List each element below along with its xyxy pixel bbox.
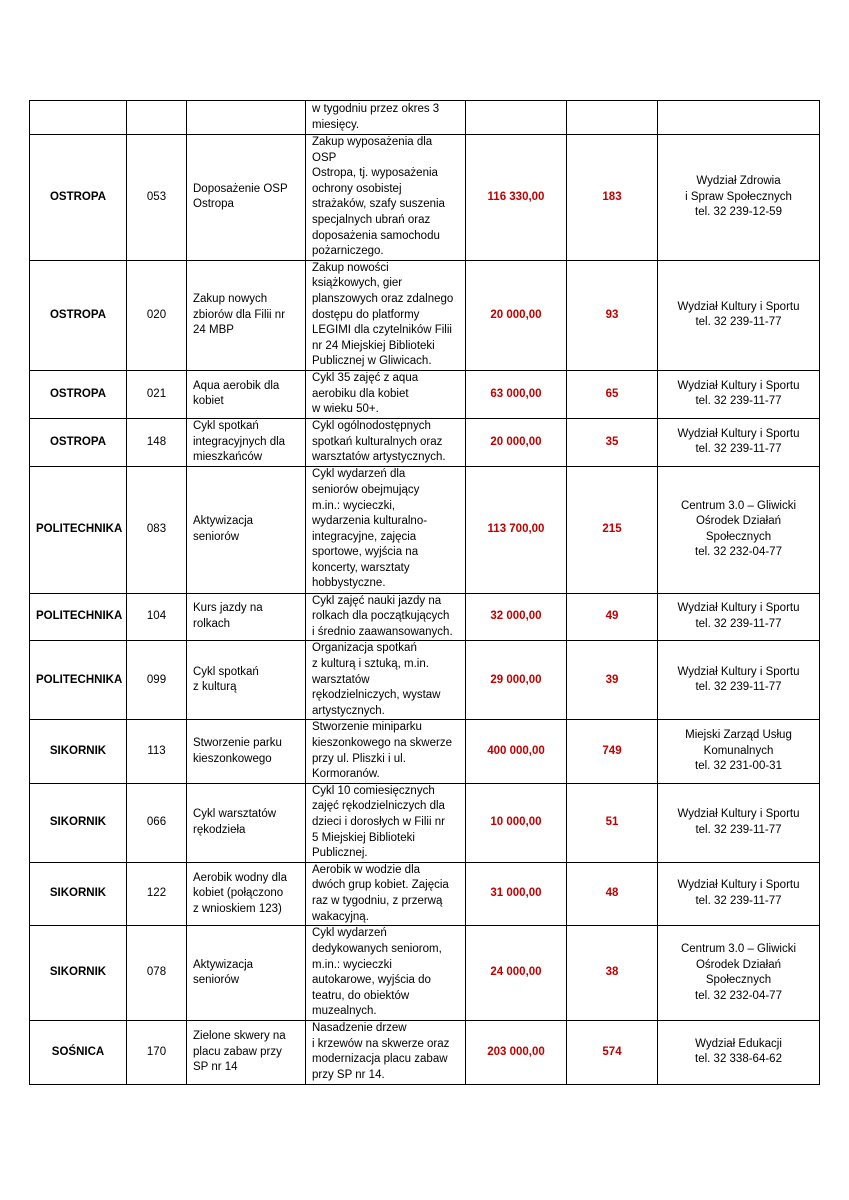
votes-cell: 39 — [567, 641, 658, 720]
district-cell: SOŚNICA — [30, 1021, 127, 1084]
project-description-cell: Cykl zajęć nauki jazdy na rolkach dla początkujących i średnio zaawansowanych. — [306, 593, 466, 641]
project-name-cell: Doposażenie OSP Ostropa — [187, 135, 306, 261]
project-description-cell: Zakup nowości książkowych, gier planszowych oraz zdalnego dostępu do platformy LEGIMI dla czytelników Filii nr 24 Miejskiej Biblioteki Publicznej w Gliwicach. — [306, 260, 466, 370]
project-name-cell: Aktywizacja seniorów — [187, 466, 306, 593]
amount-cell: 203 000,00 — [466, 1021, 567, 1084]
department-cell: Wydział Kultury i Sportu tel. 32 239-11-77 — [658, 783, 820, 862]
project-name-cell: Zielone skwery na placu zabaw przy SP nr 14 — [187, 1021, 306, 1084]
district-cell: OSTROPA — [30, 135, 127, 261]
project-number-cell: 053 — [127, 135, 187, 261]
amount-cell: 116 330,00 — [466, 135, 567, 261]
project-description-cell: Cykl ogólnodostępnych spotkań kulturalnych oraz warsztatów artystycznych. — [306, 418, 466, 466]
district-cell: SIKORNIK — [30, 720, 127, 783]
table-row — [30, 926, 820, 1021]
amount-cell: 10 000,00 — [466, 783, 567, 862]
project-number-cell: 170 — [127, 1021, 187, 1084]
department-cell: Wydział Kultury i Sportu tel. 32 239-11-77 — [658, 641, 820, 720]
votes-cell: 51 — [567, 783, 658, 862]
amount-cell: 29 000,00 — [466, 641, 567, 720]
project-description-cell: Cykl wydarzeń dedykowanych seniorom, m.in.: wycieczki autokarowe, wyjścia do teatru, do obiektów muzealnych. — [306, 926, 466, 1021]
table-row — [30, 370, 820, 418]
votes-cell: 65 — [567, 370, 658, 418]
amount-cell: 32 000,00 — [466, 593, 567, 641]
amount-cell: 31 000,00 — [466, 862, 567, 925]
department-cell: Centrum 3.0 – Gliwicki Ośrodek Działań Społecznych tel. 32 232-04-77 — [658, 466, 820, 593]
table-row — [30, 101, 820, 135]
project-description-cell: Cykl 10 comiesięcznych zajęć rękodzielniczych dla dzieci i dorosłych w Filii nr 5 Miejskiej Biblioteki Publicznej. — [306, 783, 466, 862]
table-row — [30, 260, 820, 370]
project-description-cell: Cykl 35 zajęć z aqua aerobiku dla kobiet w wieku 50+. — [306, 370, 466, 418]
district-cell: OSTROPA — [30, 418, 127, 466]
amount-cell: 400 000,00 — [466, 720, 567, 783]
projects-table — [29, 100, 820, 1085]
votes-cell: 38 — [567, 926, 658, 1021]
project-name-cell: Aqua aerobik dla kobiet — [187, 370, 306, 418]
project-number-cell: 083 — [127, 466, 187, 593]
department-cell: Miejski Zarząd Usług Komunalnych tel. 32 231-00-31 — [658, 720, 820, 783]
department-cell: Wydział Kultury i Sportu tel. 32 239-11-77 — [658, 260, 820, 370]
votes-cell: 183 — [567, 135, 658, 261]
department-cell: Wydział Edukacji tel. 32 338-64-62 — [658, 1021, 820, 1084]
table-row — [30, 862, 820, 925]
project-name-cell: Stworzenie parku kieszonkowego — [187, 720, 306, 783]
district-cell: SIKORNIK — [30, 862, 127, 925]
amount-cell: 20 000,00 — [466, 260, 567, 370]
project-number-cell: 148 — [127, 418, 187, 466]
project-description-cell: w tygodniu przez okres 3 miesięcy. — [306, 101, 466, 135]
table-row — [30, 641, 820, 720]
amount-cell: 24 000,00 — [466, 926, 567, 1021]
project-name-cell: Aktywizacja seniorów — [187, 926, 306, 1021]
project-number-cell: 066 — [127, 783, 187, 862]
project-number-cell: 122 — [127, 862, 187, 925]
district-cell: OSTROPA — [30, 370, 127, 418]
amount-cell — [466, 101, 567, 135]
table-row — [30, 783, 820, 862]
votes-cell: 49 — [567, 593, 658, 641]
table-row — [30, 1021, 820, 1084]
project-description-cell: Aerobik w wodzie dla dwóch grup kobiet. Zajęcia raz w tygodniu, z przerwą wakacyjną. — [306, 862, 466, 925]
department-cell: Centrum 3.0 – Gliwicki Ośrodek Działań Społecznych tel. 32 232-04-77 — [658, 926, 820, 1021]
project-number-cell: 099 — [127, 641, 187, 720]
votes-cell: 749 — [567, 720, 658, 783]
district-cell: POLITECHNIKA — [30, 641, 127, 720]
table-row — [30, 593, 820, 641]
project-number-cell: 113 — [127, 720, 187, 783]
project-number-cell: 020 — [127, 260, 187, 370]
project-description-cell: Organizacja spotkań z kulturą i sztuką, m.in. warsztatów rękodzielniczych, wystaw artystycznych. — [306, 641, 466, 720]
project-description-cell: Nasadzenie drzew i krzewów na skwerze oraz modernizacja placu zabaw przy SP nr 14. — [306, 1021, 466, 1084]
project-name-cell: Cykl warsztatów rękodzieła — [187, 783, 306, 862]
amount-cell: 113 700,00 — [466, 466, 567, 593]
amount-cell: 20 000,00 — [466, 418, 567, 466]
votes-cell: 48 — [567, 862, 658, 925]
project-name-cell: Zakup nowych zbiorów dla Filii nr 24 MBP — [187, 260, 306, 370]
table-row — [30, 418, 820, 466]
district-cell: OSTROPA — [30, 260, 127, 370]
project-description-cell: Zakup wyposażenia dla OSP Ostropa, tj. wyposażenia ochrony osobistej strażaków, szafy suszenia specjalnych ubrań oraz doposażenia samochodu pożarniczego. — [306, 135, 466, 261]
amount-cell: 63 000,00 — [466, 370, 567, 418]
votes-cell: 574 — [567, 1021, 658, 1084]
department-cell: Wydział Kultury i Sportu tel. 32 239-11-77 — [658, 370, 820, 418]
project-description-cell: Stworzenie miniparku kieszonkowego na skwerze przy ul. Pliszki i ul. Kormoranów. — [306, 720, 466, 783]
votes-cell: 93 — [567, 260, 658, 370]
department-cell: Wydział Kultury i Sportu tel. 32 239-11-77 — [658, 862, 820, 925]
table-row — [30, 466, 820, 593]
project-name-cell: Kurs jazdy na rolkach — [187, 593, 306, 641]
votes-cell — [567, 101, 658, 135]
district-cell: SIKORNIK — [30, 783, 127, 862]
votes-cell: 35 — [567, 418, 658, 466]
project-name-cell: Aerobik wodny dla kobiet (połączono z wnioskiem 123) — [187, 862, 306, 925]
district-cell: POLITECHNIKA — [30, 466, 127, 593]
project-number-cell: 021 — [127, 370, 187, 418]
votes-cell: 215 — [567, 466, 658, 593]
project-number-cell: 104 — [127, 593, 187, 641]
project-name-cell — [187, 101, 306, 135]
district-cell: SIKORNIK — [30, 926, 127, 1021]
project-description-cell: Cykl wydarzeń dla seniorów obejmujący m.in.: wycieczki, wydarzenia kulturalno- integracyjne, zajęcia sportowe, wyjścia na koncerty, warsztaty hobbystyczne. — [306, 466, 466, 593]
department-cell: Wydział Zdrowia i Spraw Społecznych tel. 32 239-12-59 — [658, 135, 820, 261]
table-body — [30, 101, 820, 1085]
district-cell — [30, 101, 127, 135]
project-number-cell: 078 — [127, 926, 187, 1021]
department-cell: Wydział Kultury i Sportu tel. 32 239-11-77 — [658, 593, 820, 641]
department-cell: Wydział Kultury i Sportu tel. 32 239-11-77 — [658, 418, 820, 466]
project-number-cell — [127, 101, 187, 135]
table-row — [30, 135, 820, 261]
project-name-cell: Cykl spotkań z kulturą — [187, 641, 306, 720]
project-name-cell: Cykl spotkań integracyjnych dla mieszkańców — [187, 418, 306, 466]
table-row — [30, 720, 820, 783]
department-cell — [658, 101, 820, 135]
district-cell: POLITECHNIKA — [30, 593, 127, 641]
